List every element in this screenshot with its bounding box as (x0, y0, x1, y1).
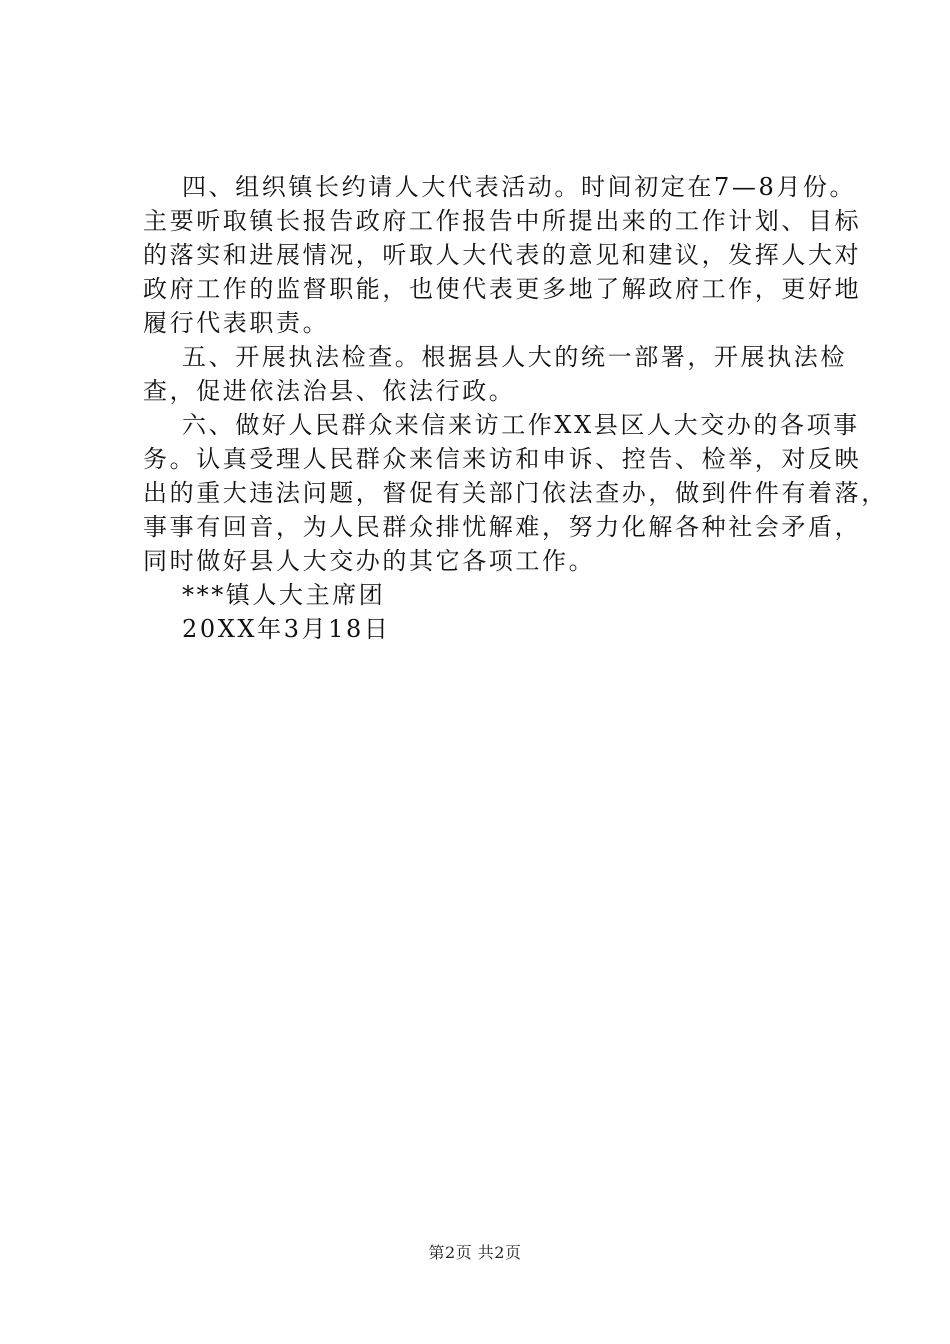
paragraph-six-line-5: 同时做好县人大交办的其它各项工作。 (143, 547, 596, 575)
paragraph-six-line-1: 六、做好人民群众来信来访工作XX县区人大交办的各项事 (182, 411, 860, 439)
paragraph-five-line-2: 查，促进依法治县、依法行政。 (143, 377, 516, 405)
paragraph-four-line-2: 主要听取镇长报告政府工作报告中所提出来的工作计划、目标 (143, 207, 862, 235)
paragraph-four-line-3: 的落实和进展情况，听取人大代表的意见和建议，发挥人大对 (143, 241, 862, 269)
page-number-footer: 第2页 共2页 (428, 1243, 522, 1262)
paragraph-six-line-4: 事事有回音，为人民群众排忧解难，努力化解各种社会矛盾， (143, 513, 862, 541)
paragraph-four-line-4: 政府工作的监督职能，也使代表更多地了解政府工作，更好地 (143, 275, 862, 303)
paragraph-six-line-3: 出的重大违法问题，督促有关部门依法查办，做到件件有着落， (143, 479, 888, 507)
document-body (143, 170, 888, 646)
signature-organization: ***镇人大主席团 (182, 581, 386, 609)
paragraph-six-line-2: 务。认真受理人民群众来信来访和申诉、控告、检举，对反映 (143, 445, 862, 473)
signature-date: 20XX年3月18日 (182, 615, 391, 643)
paragraph-five-line-1: 五、开展执法检查。根据县人大的统一部署，开展执法检 (182, 343, 847, 371)
paragraph-four-line-1: 四、组织镇长约请人大代表活动。时间初定在7—8月份。 (182, 173, 857, 201)
paragraph-four-line-5: 履行代表职责。 (143, 309, 330, 337)
